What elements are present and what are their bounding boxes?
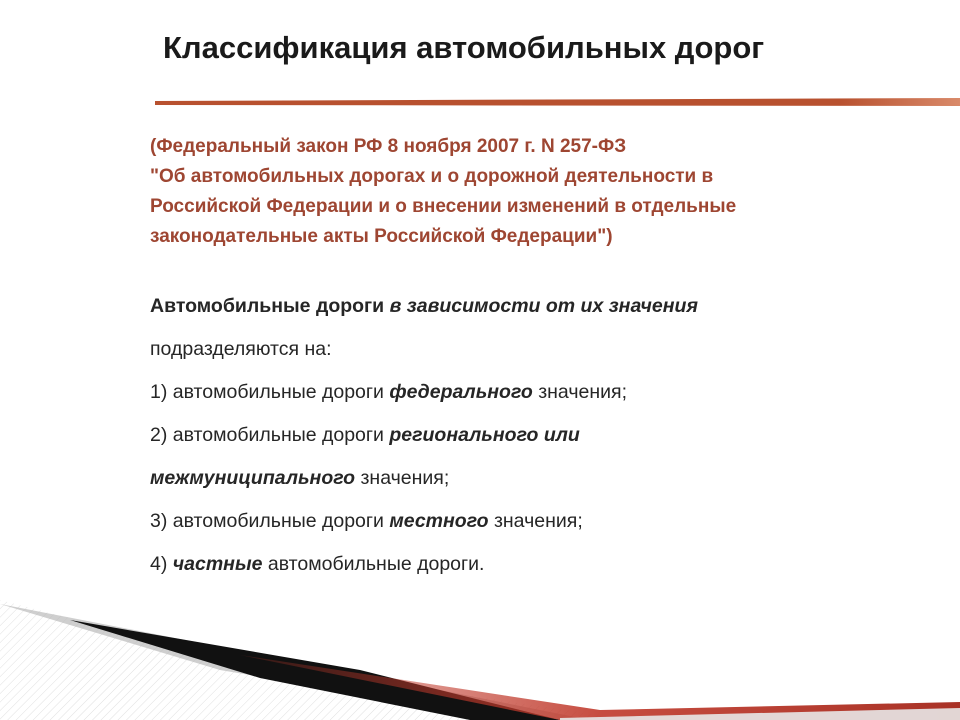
intro-line-2: подразделяются на: — [150, 338, 332, 360]
item-emphasis: межмуниципального — [150, 467, 356, 489]
slide-title: Классификация автомобильных дорог — [163, 30, 765, 65]
list-item: межмуниципального значения; — [150, 467, 450, 489]
decorative-swoosh — [0, 600, 960, 720]
law-line: законодательные акты Российской Федерации") — [150, 226, 613, 247]
law-line: Российской Федерации и о внесении изменений в отдельные — [150, 196, 737, 217]
intro-bold-italic: в зависимости от их значения — [389, 295, 698, 317]
intro-line — [150, 288, 930, 331]
law-line: (Федеральный закон РФ 8 ноября 2007 г. N 257-ФЗ — [150, 136, 627, 157]
item-emphasis: федерального — [389, 381, 533, 403]
item-emphasis: регионального или — [389, 424, 580, 446]
law-reference — [150, 132, 930, 252]
list-item: 2) автомобильные дороги регионального или — [150, 424, 580, 446]
item-emphasis: частные — [172, 553, 263, 575]
classification-list — [150, 288, 930, 589]
intro-bold: Автомобильные дороги — [150, 295, 390, 317]
item-emphasis: местного — [389, 510, 489, 532]
list-item: 1) автомобильные дороги федерального значения; — [150, 381, 627, 403]
list-item: 3) автомобильные дороги местного значения; — [150, 510, 583, 532]
title-underline — [155, 98, 960, 108]
list-item: 4) частные автомобильные дороги. — [150, 553, 485, 575]
law-line: "Об автомобильных дорогах и о дорожной деятельности в — [150, 166, 714, 187]
